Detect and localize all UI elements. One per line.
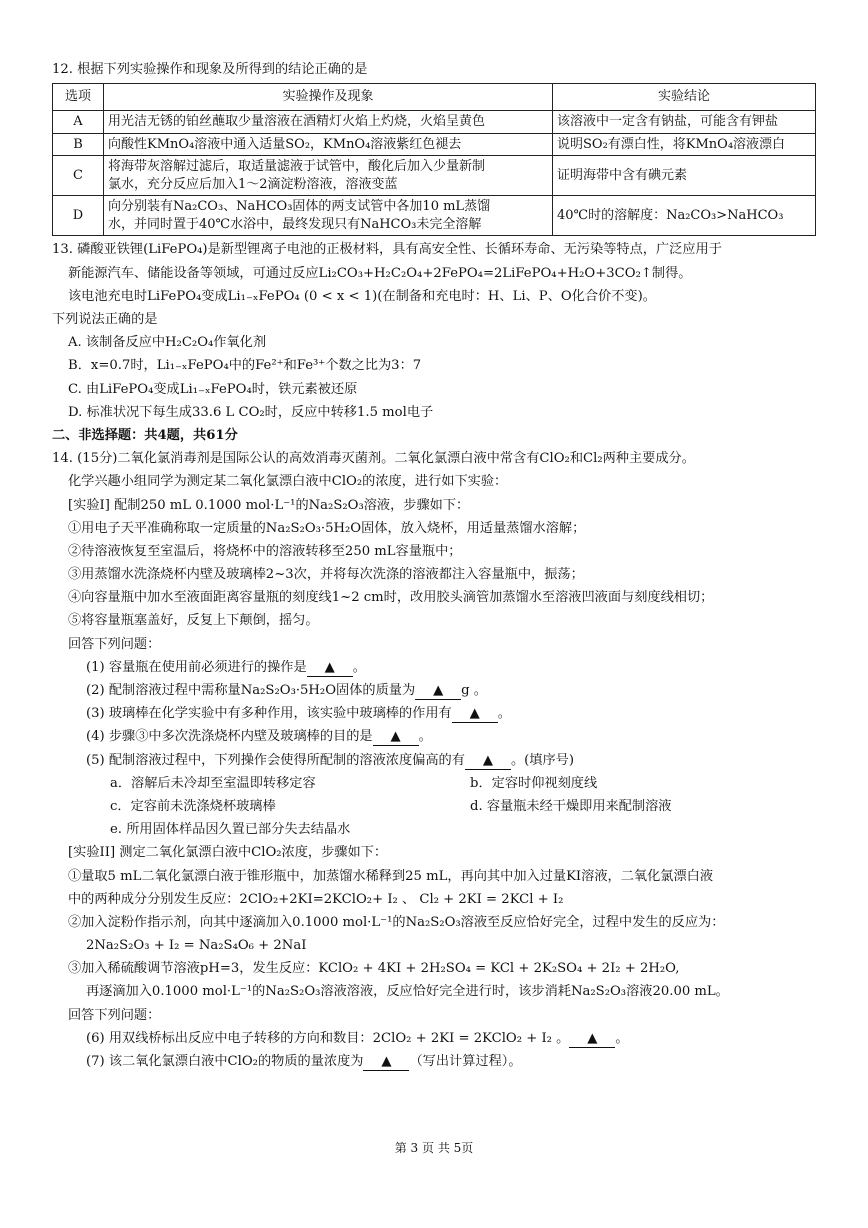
row-operation: 向分别装有Na₂CO₃、NaHCO₃固体的两支试管中各加10 mL蒸馏 水，并同时置于40℃水浴中，最终发现只有NaHCO₃未完全溶解	[104, 196, 553, 236]
choice-b: b．定容时仰视刻度线	[470, 775, 598, 791]
choice-d: d. 容量瓶未经干燥即用来配制溶液	[470, 798, 672, 814]
exp2-step: 中的两种成分分别发生反应：2ClO₂+2KI=2KClO₂+ I₂ 、 Cl₂ + 2KI = 2KCl + I₂	[68, 891, 564, 907]
header-operation: 实验操作及现象	[104, 84, 553, 111]
answer-blank[interactable]: ▲	[415, 682, 461, 700]
choice-a: a．溶解后未冷却至室温即转移定容	[110, 775, 316, 791]
exp1-step: ⑤将容量瓶塞盖好，反复上下颠倒，摇匀。	[68, 613, 319, 629]
question-6: (6) 用双线桥标出反应中电子转移的方向和数目：2ClO₂ + 2KI = 2KClO₂ + I₂ 。 ▲ 。	[86, 1030, 629, 1046]
choice-e: e. 所用固体样品因久置已部分失去结晶水	[110, 822, 351, 838]
answer-blank[interactable]: ▲	[569, 1030, 615, 1048]
choice-row	[52, 795, 816, 818]
exp2-step: ③加入稀硫酸调节溶液pH=3，发生反应：KClO₂ + 4KI + 2H₂SO₄ = KCl + 2K₂SO₄ + 2I₂ + 2H₂O,	[68, 961, 680, 977]
page-footer: 第 3 页 共 5页	[394, 1141, 474, 1155]
answer-blank[interactable]: ▲	[363, 1053, 409, 1071]
row-operation: 向酸性KMnO₄溶液中通入适量SO₂，KMnO₄溶液紫红色褪去	[104, 133, 553, 156]
question-2: (2) 配制溶液过程中需称量Na₂S₂O₃·5H₂O固体的质量为 ▲ g 。	[86, 683, 487, 699]
question-3: (3) 玻璃棒在化学实验中有多种作用，该实验中玻璃棒的作用有 ▲ 。	[86, 706, 511, 722]
answer-label: 回答下列问题：	[68, 636, 161, 652]
exp2-step: 再逐滴加入0.1000 mol·L⁻¹的Na₂S₂O₃溶液溶液，反应恰好完全进行时，该步消耗Na₂S₂O₃溶液20.00 mL。	[86, 984, 729, 1000]
row-option: D	[53, 196, 104, 236]
row-option: B	[53, 133, 104, 156]
answer-blank[interactable]: ▲	[373, 728, 419, 746]
exp1-step: ②待溶液恢复至室温后，将烧杯中的溶液转移至250 mL容量瓶中；	[68, 543, 462, 559]
row-conclusion: 40℃时的溶解度：Na₂CO₃>NaHCO₃	[553, 196, 816, 236]
question-7: (7) 该二氧化氯漂白液中ClO₂的物质的量浓度为 ▲ （写出计算过程）。	[86, 1054, 522, 1070]
choice-row	[52, 772, 816, 795]
header-conclusion: 实验结论	[553, 84, 816, 111]
exp2-step: ②加入淀粉作指示剂，向其中逐滴加入0.1000 mol·L⁻¹的Na₂S₂O₃溶液至反应恰好完全，过程中发生的反应为：	[68, 914, 725, 930]
exp2-title: [实验II] 测定二氧化氯漂白液中ClO₂浓度，步骤如下：	[68, 845, 388, 861]
row-option: A	[53, 111, 104, 134]
row-operation: 用光洁无锈的铂丝蘸取少量溶液在酒精灯火焰上灼烧，火焰呈黄色	[104, 111, 553, 134]
question-1: (1) 容量瓶在使用前必须进行的操作是 ▲ 。	[86, 659, 366, 675]
answer-blank[interactable]: ▲	[307, 659, 353, 677]
exp1-step: ④向容量瓶中加水至液面距离容量瓶的刻度线1~2 cm时，改用胶头滴管加蒸馏水至溶液凹液面与刻度线相切；	[68, 590, 714, 606]
q12-stem: 12. 根据下列实验操作和现象及所得到的结论正确的是	[52, 62, 368, 77]
q13-option-b: B．x=0.7时，Li₁₋ₓFePO₄中的Fe²⁺和Fe³⁺个数之比为3：7	[68, 358, 422, 374]
q13-line: 13. 磷酸亚铁锂(LiFePO₄)是新型锂离子电池的正极材料，具有高安全性、长循环寿命、无污染等特点，广泛应用于	[52, 242, 722, 258]
q13-option-d: D. 标准状况下每生成33.6 L CO₂时，反应中转移1.5 mol电子	[68, 404, 434, 420]
q13-option-c: C. 由LiFePO₄变成Li₁₋ₓFePO₄时，铁元素被还原	[68, 381, 358, 397]
row-conclusion: 证明海带中含有碘元素	[553, 156, 816, 196]
exp2-step: ①量取5 mL二氧化氯漂白液于锥形瓶中，加蒸馏水稀释到25 mL，再向其中加入过量KI溶液，二氧化氯漂白液	[68, 868, 714, 884]
row-conclusion: 该溶液中一定含有钠盐，可能含有钾盐	[553, 111, 816, 134]
q13-line: 该电池充电时LiFePO₄变成Li₁₋ₓFePO₄ (0 < x < 1)(在制备和充电时：H、Li、P、O化合价不变)。	[68, 288, 656, 304]
table-row	[53, 156, 816, 196]
table-row	[53, 133, 816, 156]
q13-line: 新能源汽车、储能设备等领域，可通过反应Li₂CO₃+H₂C₂O₄+2FePO₄=2LiFePO₄+H₂O+3CO₂↑制得。	[68, 265, 692, 281]
exp2-equation: 2Na₂S₂O₃ + I₂ = Na₂S₄O₆ + 2NaI	[86, 938, 307, 954]
row-option: C	[53, 156, 104, 196]
row-conclusion: 说明SO₂有漂白性，将KMnO₄溶液漂白	[553, 133, 816, 156]
table-row	[53, 196, 816, 236]
choice-c: c．定容前未洗涤烧杯玻璃棒	[110, 798, 276, 814]
q14-intro: 14. (15分)二氧化氯消毒剂是国际公认的高效消毒灭菌剂。二氧化氯漂白液中常含有ClO₂和Cl₂两种主要成分。	[52, 451, 695, 467]
table-header-row	[53, 84, 816, 111]
section-title: 二、非选择题：共4题，共61分	[52, 427, 238, 443]
q12-table	[52, 83, 816, 236]
question-4: (4) 步骤③中多次洗涤烧杯内壁及玻璃棒的目的是 ▲ 。	[86, 729, 432, 745]
q13-prompt: 下列说法正确的是	[52, 312, 158, 328]
exp1-step: ③用蒸馏水洗涤烧杯内壁及玻璃棒2~3次，并将每次洗涤的溶液都注入容量瓶中，振荡；	[68, 567, 584, 583]
answer-blank[interactable]: ▲	[465, 752, 511, 770]
answer-blank[interactable]: ▲	[452, 705, 498, 723]
header-option: 选项	[53, 84, 104, 111]
exp1-title: [实验I] 配制250 mL 0.1000 mol·L⁻¹的Na₂S₂O₃溶液，步骤如下：	[68, 497, 470, 513]
answer-label: 回答下列问题：	[68, 1007, 161, 1023]
q13-option-a: A. 该制备反应中H₂C₂O₄作氧化剂	[68, 335, 267, 351]
row-operation: 将海带灰溶解过滤后，取适量滤液于试管中，酸化后加入少量新制 氯水，充分反应后加入1～2滴淀粉溶液，溶液变蓝	[104, 156, 553, 196]
question-5: (5) 配制溶液过程中，下列操作会使得所配制的溶液浓度偏高的有 ▲ 。(填序号)	[86, 752, 574, 768]
q14-intro: 化学兴趣小组同学为测定某二氧化氯漂白液中ClO₂的浓度，进行如下实验：	[68, 474, 508, 490]
exp1-step: ①用电子天平准确称取一定质量的Na₂S₂O₃·5H₂O固体，放入烧杯，用适量蒸馏水溶解；	[68, 520, 586, 536]
table-row	[53, 111, 816, 134]
